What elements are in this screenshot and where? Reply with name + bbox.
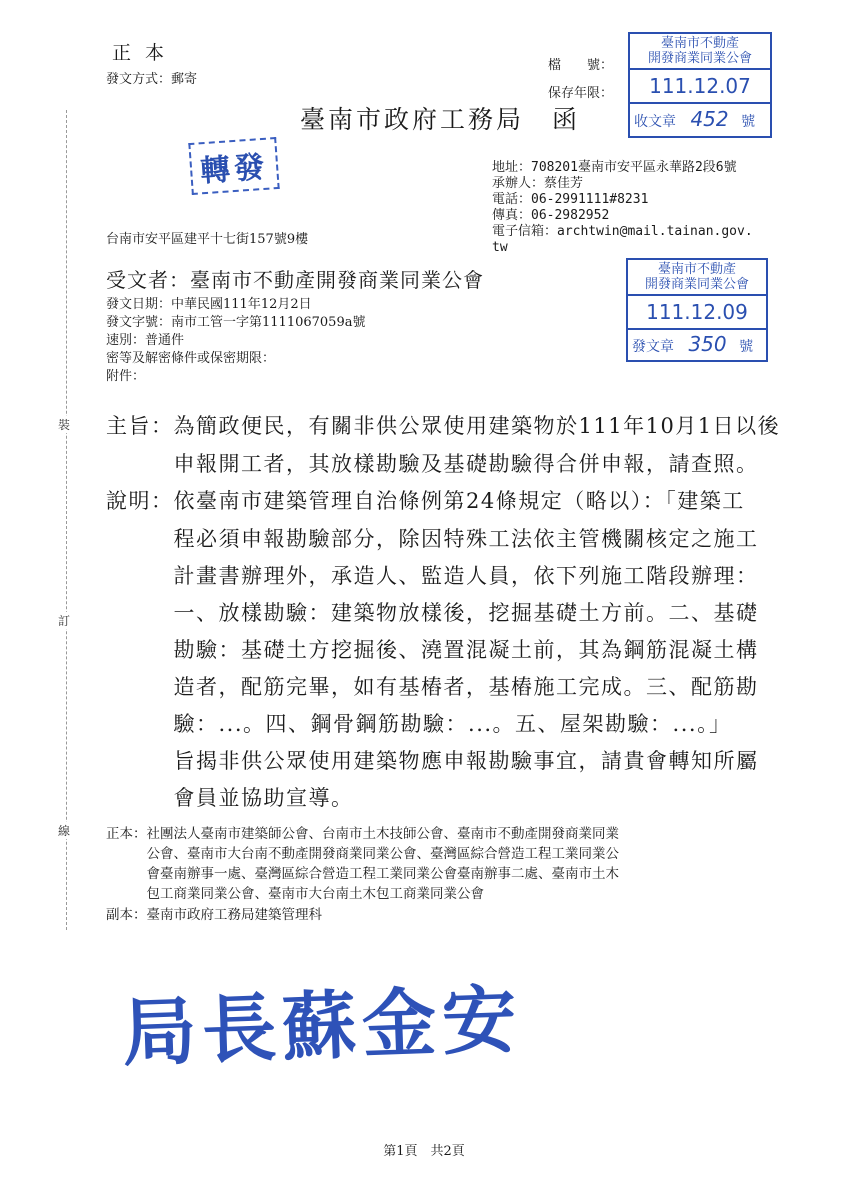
receive-stamp — [628, 32, 772, 138]
binding-char-1: 裝 — [58, 418, 71, 432]
receive-stamp-suffix: 號 — [741, 114, 756, 130]
send-stamp — [626, 258, 768, 362]
receive-stamp-org-line2: 開發商業同業公會 — [647, 51, 752, 66]
body-line: 一、放樣勘驗：建築物放樣後，挖掘基礎土方前。二、基礎 — [106, 601, 759, 625]
contact-email-cont: tw — [492, 240, 508, 255]
distribution-line: 副本：臺南市政府工務局建築管理科 — [106, 907, 322, 923]
document-title: 臺南市政府工務局 函 — [300, 105, 581, 134]
contact-email: 電子信箱：archtwin@mail.tainan.gov. — [492, 224, 753, 239]
original-mark: 正 本 — [112, 42, 169, 64]
forward-stamp: 轉發 — [188, 137, 279, 195]
retention-label: 保存年限： — [548, 86, 614, 101]
signature: 局長蘇金安 — [120, 977, 524, 1077]
page-number: 第1頁 共2頁 — [383, 1144, 465, 1159]
send-stamp-org-line2: 開發商業同業公會 — [644, 277, 749, 292]
speed-class: 速別：普通件 — [106, 333, 185, 348]
document-number: 發文字號：南市工管一字第1111067059a號 — [106, 315, 366, 330]
body-line: 造者，配筋完畢，如有基樁者，基樁施工完成。三、配筋勘 — [106, 675, 759, 699]
body-line: 計畫書辦理外，承造人、監造人員，依下列施工階段辦理： — [106, 564, 759, 588]
attachments: 附件： — [106, 369, 146, 384]
send-stamp-number: 350 — [688, 332, 727, 356]
contact-handler: 承辦人：蔡佳芳 — [492, 176, 584, 191]
binding-line — [66, 110, 67, 930]
body-line: 程必須申報勘驗部分，除因特殊工法依主管機關核定之施工 — [106, 527, 759, 551]
contact-address: 地址：708201臺南市安平區永華路2段6號 — [492, 160, 737, 175]
contact-fax: 傳真：06-2982952 — [492, 208, 610, 223]
body-line: 驗：...。四、鋼骨鋼筋勘驗：...。五、屋架勘驗：...。」 — [106, 712, 732, 736]
receive-stamp-label: 收文章 — [634, 114, 676, 130]
send-date: 發文日期：中華民國111年12月2日 — [106, 297, 312, 312]
distribution-line: 會臺南辦事一處、臺灣區綜合營造工程工業同業公會臺南辦事二處、臺南市土木 — [106, 866, 619, 882]
contact-phone: 電話：06-2991111#8231 — [492, 192, 649, 207]
body-line: 申報開工者，其放樣勘驗及基礎勘驗得合併申報，請查照。 — [106, 452, 759, 476]
send-stamp-suffix: 號 — [739, 339, 754, 355]
body-line: 勘驗：基礎土方挖掘後、澆置混凝土前，其為鋼筋混凝土構 — [106, 638, 759, 662]
binding-char-3: 線 — [58, 824, 71, 838]
recipient-address: 台南市安平區建平十七街157號9樓 — [106, 232, 309, 247]
distribution-line: 正本：社團法人臺南市建築師公會、台南市土木技師公會、臺南市不動產開發商業同業 — [106, 826, 619, 842]
receive-stamp-date: 111.12.07 — [630, 70, 770, 104]
body-line: 會員並協助宣導。 — [106, 786, 354, 810]
recipient: 受文者：臺南市不動產開發商業同業公會 — [106, 268, 484, 292]
send-stamp-org-line1: 臺南市不動產 — [657, 262, 736, 277]
send-stamp-date: 111.12.09 — [628, 296, 766, 330]
body-line: 說明：依臺南市建築管理自治條例第24條規定（略以）：「建築工 — [106, 489, 745, 513]
body-line: 主旨：為簡政便民，有關非供公眾使用建築物於111年10月1日以後 — [106, 414, 781, 438]
receive-stamp-number: 452 — [690, 107, 729, 131]
file-number-label: 檔 號： — [548, 58, 614, 73]
body-line: 旨揭非供公眾使用建築物應申報勘驗事宜，請貴會轉知所屬 — [106, 749, 759, 773]
distribution-line: 公會、臺南市大台南不動產開發商業同業公會、臺灣區綜合營造工程工業同業公 — [106, 846, 619, 862]
secrecy-level: 密等及解密條件或保密期限： — [106, 351, 276, 366]
binding-char-2: 訂 — [58, 614, 71, 628]
distribution-line: 包工商業同業公會、臺南市大台南土木包工商業同業公會 — [106, 886, 484, 902]
receive-stamp-org-line1: 臺南市不動產 — [660, 36, 739, 51]
send-stamp-label: 發文章 — [632, 339, 674, 355]
send-method: 發文方式：郵寄 — [106, 72, 198, 87]
